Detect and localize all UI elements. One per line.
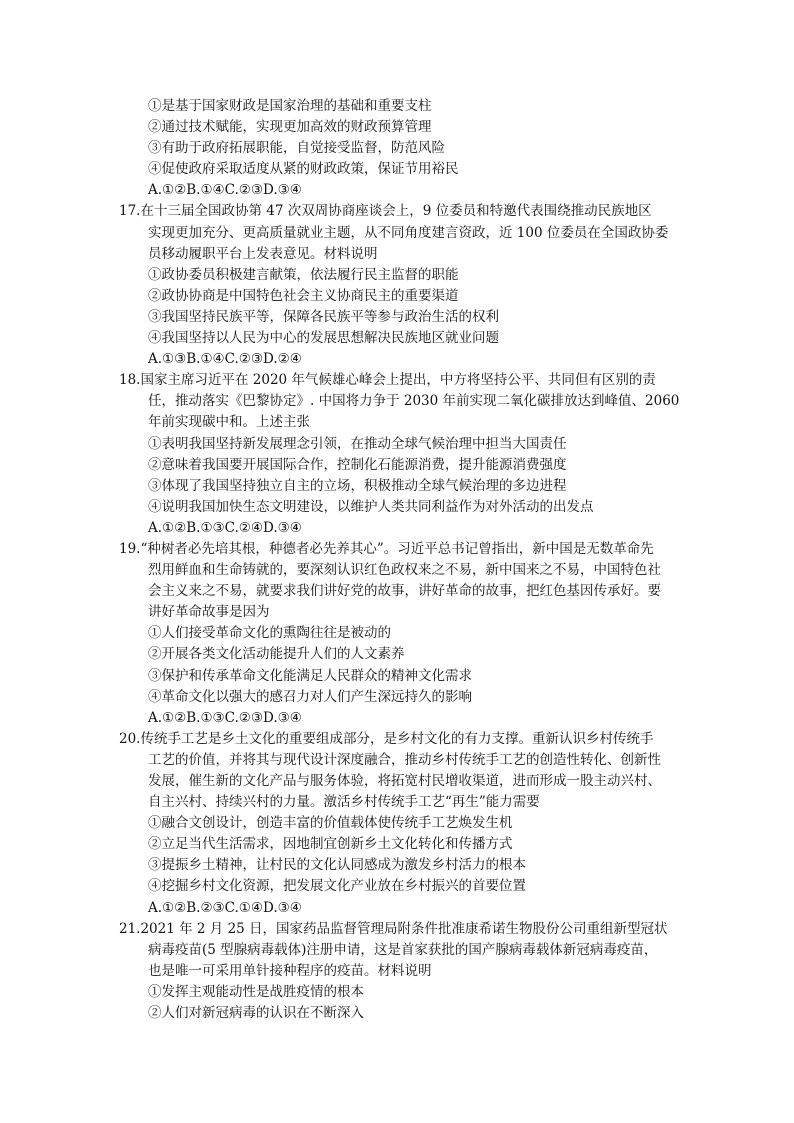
question-stem-line: 工艺的价值，并将其与现代设计深度融合，推动乡村传统手工艺的创造性转化、创新性 <box>148 751 661 768</box>
option-3: ③有助于政府拓展职能，自觉接受监督，防范风险 <box>148 140 445 157</box>
question-stem-line: 18.国家主席习近平在 2020 年气候雄心峰会上提出，中方将坚持公平、共同但有区别的责 <box>119 372 656 389</box>
option-1: ①政协委员积极建言献策，依法履行民主监督的职能 <box>148 266 459 283</box>
option-2: ②通过技术赋能，实现更加高效的财政预算管理 <box>148 119 432 136</box>
option-4: ④说明我国加快生态文明建设，以维护人类共同利益作为对外活动的出发点 <box>148 498 594 515</box>
question-stem-line: 21.2021 年 2 月 25 日，国家药品监督管理局附条件批准康希诺生物股份公司重组新型冠状 <box>119 920 668 937</box>
question-stem-line: 烈用鲜血和生命铸就的，要深刻认识红色政权来之不易，新中国来之不易，中国特色社 <box>148 562 661 579</box>
option-4: ④促使政府采取适度从紧的财政政策，保证节用裕民 <box>148 161 459 178</box>
option-2: ②立足当代生活需求，因地制宜创新乡土文化转化和传播方式 <box>148 836 513 853</box>
option-4: ④挖掘乡村文化资源，把发展文化产业放在乡村振兴的首要位置 <box>148 878 526 895</box>
option-1: ①发挥主观能动性是战胜疫情的根本 <box>148 983 364 1000</box>
question-17 <box>119 201 679 370</box>
answer-choices: A.①②B.①④C.②③D.③④ <box>148 182 302 199</box>
option-2: ②开展各类文化活动能提升人们的人文素养 <box>148 646 405 663</box>
option-3: ③提振乡土精神，让村民的文化认同感成为激发乡村活力的根本 <box>148 857 526 874</box>
answer-choices: A.①②B.①③C.②④D.③④ <box>148 519 302 536</box>
answer-choices: A.①②B.①③C.②③D.③④ <box>148 709 302 726</box>
answer-choices: A.①②B.②③C.①④D.③④ <box>148 899 302 916</box>
question-stem-line: 会主义来之不易，就要求我们讲好党的故事，讲好革命的故事，把红色基因传承好。要 <box>148 583 661 600</box>
question-20 <box>119 729 679 919</box>
option-1: ①表明我国坚持新发展理念引领，在推动全球气候治理中担当大国责任 <box>148 435 567 452</box>
question-stem-line: 20.传统手工艺是乡土文化的重要组成部分，是乡村文化的有力支撑。重新认识乡村传统手 <box>119 730 654 747</box>
option-1: ①融合文创设计，创造丰富的价值载体使传统手工艺焕发生机 <box>148 815 513 832</box>
question-stem-line: 任，推动落实《巴黎协定》. 中国将力争于 2030 年前实现二氧化碳排放达到峰值、2060 <box>148 393 680 410</box>
answer-choices: A.①③B.①④C.②③D.②④ <box>148 351 302 368</box>
option-1: ①人们接受革命文化的熏陶往往是被动的 <box>148 625 391 642</box>
question-stem-line: 发展，催生新的文化产品与服务体验，将拓宽村民增收渠道，进而形成一股主动兴村、 <box>148 773 661 789</box>
question-stem-line: 自主兴村、持续兴村的力量。激活乡村传统手工艺“再生”能力需要 <box>148 794 540 811</box>
option-3: ③保护和传承革命文化能满足人民群众的精神文化需求 <box>148 667 472 684</box>
option-3: ③体现了我国坚持独立自主的立场，积极推动全球气候治理的多边进程 <box>148 477 567 494</box>
option-2: ②人们对新冠病毒的认识在不断深入 <box>148 1005 364 1022</box>
question-21 <box>119 919 679 1024</box>
option-2: ②政协协商是中国特色社会主义协商民主的重要渠道 <box>148 287 459 304</box>
question-stem-line: 17.在十三届全国政协第 47 次双周协商座谈会上，9 位委员和特邀代表围绕推动民族地区 <box>119 203 652 220</box>
question-stem-line: 讲好革命故事是因为 <box>148 604 270 621</box>
question-18 <box>119 370 679 539</box>
option-1: ①是基于国家财政是国家治理的基础和重要支柱 <box>148 98 432 114</box>
question-16-tail <box>119 96 679 201</box>
question-stem-line: 病毒疫苗(5 型腺病毒载体)注册申请，这是首家获批的国产腺病毒载体新冠病毒疫苗， <box>148 941 658 958</box>
question-stem-line: 也是唯一可采用单针接种程序的疫苗。材料说明 <box>148 962 432 979</box>
question-list <box>119 96 679 1024</box>
option-3: ③我国坚持民族平等，保障各民族平等参与政治生活的权利 <box>148 308 499 325</box>
question-stem-line: 19.“种树者必先培其根，种德者必先养其心”。习近平总书记曾指出，新中国是无数革命先 <box>119 540 654 557</box>
question-stem-line: 员移动履职平台上发表意见。材料说明 <box>148 245 378 262</box>
option-2: ②意味着我国要开展国际合作，控制化石能源消费，提升能源消费强度 <box>148 456 567 473</box>
question-stem-line: 年前实现碳中和。上述主张 <box>148 414 310 431</box>
question-stem-line: 实现更加充分、更高质量就业主题，从不同角度建言资政，近 100 位委员在全国政协委 <box>148 224 669 241</box>
question-19 <box>119 539 679 729</box>
option-4: ④我国坚持以人民为中心的发展思想解决民族地区就业问题 <box>148 330 499 347</box>
option-4: ④革命文化以强大的感召力对人们产生深远持久的影响 <box>148 688 472 705</box>
